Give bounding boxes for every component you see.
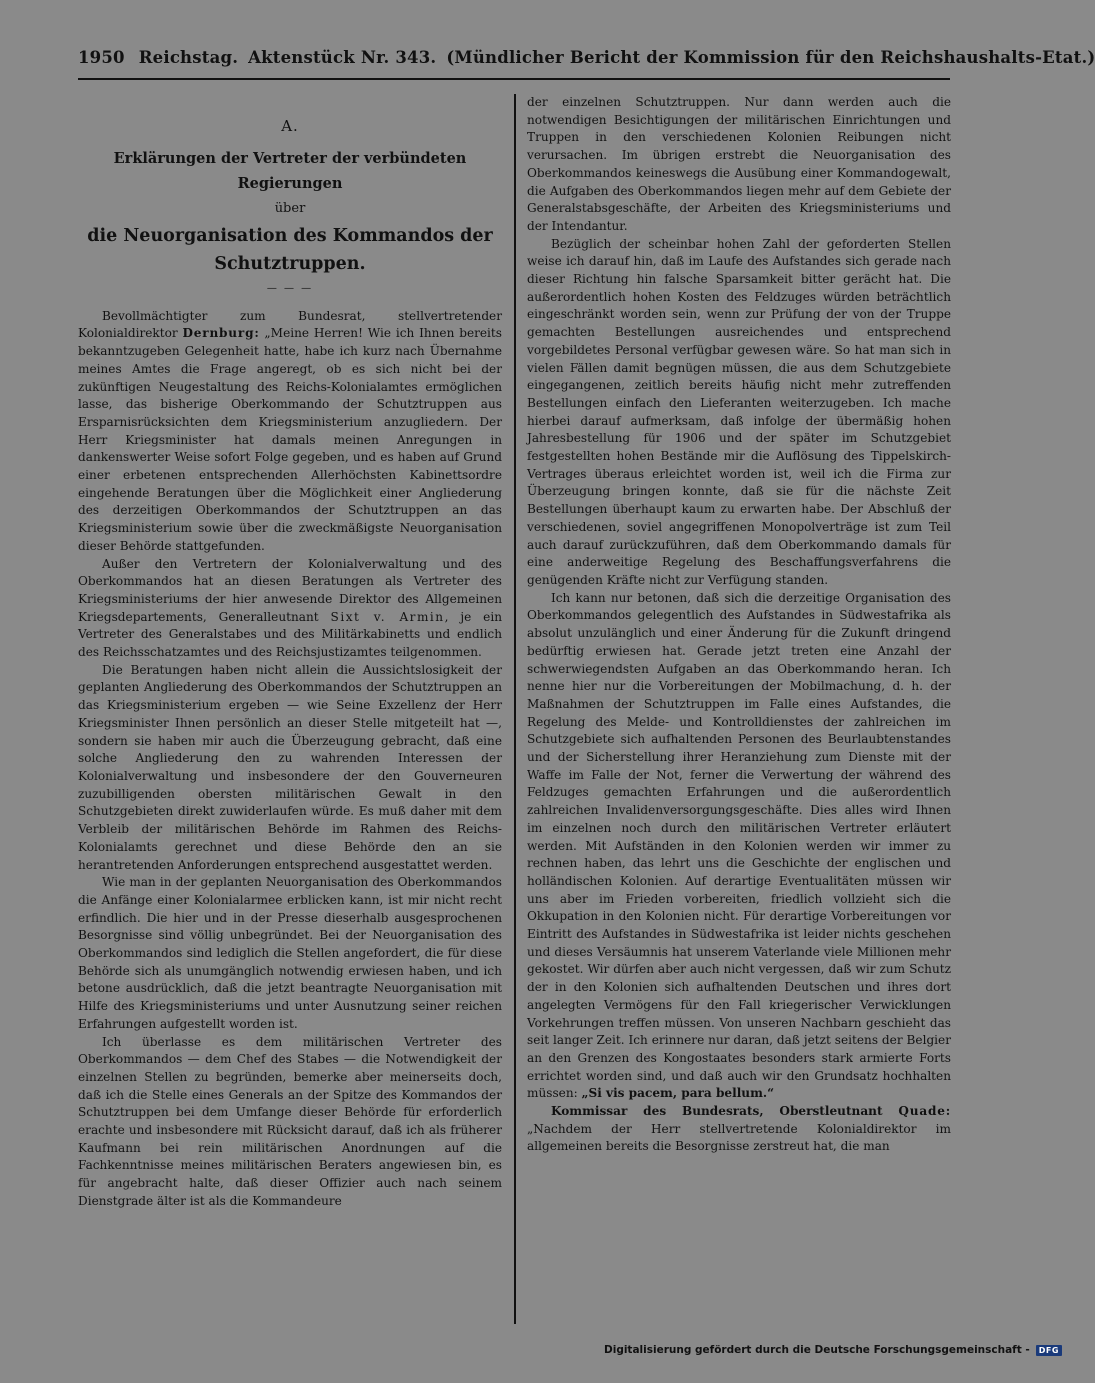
footer-text: Digitalisierung gefördert durch die Deutsche Forschungsgemeinschaft - (604, 1344, 1030, 1356)
page-number: 1950 (78, 48, 125, 67)
speaker-name: Quade: (898, 1104, 951, 1119)
dfg-logo-icon: DFG (1036, 1345, 1062, 1356)
paragraph: der einzelnen Schutztruppen. Nur dann werden auch die notwendigen Besichtigungen der militärischen Einrichtungen und Truppen in den verschiedenen Kolonien Reibungen nicht verursachen. Im übrigen erstrebt die Neuorganisation des Oberkommandos keineswegs die Ausübung einer Kommandogewalt, die Aufgaben des Oberkommandos liegen mehr auf dem Gebiete der Generalstabsgeschäfte, der Arbeiten des Kriegsministeriums und der Intendantur. (527, 95, 951, 233)
speaker-name: Dernburg: (182, 326, 260, 341)
paragraph: Bezüglich der scheinbar hohen Zahl der geforderten Stellen weise ich darauf hin, daß im Laufe des Aufstandes sich gerade nach dieser Richtung hin falsche Sparsamkeit bitter gerächt hat. Die außerordentlich hohen Kosten des Feldzuges würden beträchtlich eingeschränkt worden sein, wenn zur Prüfung der von der Truppe gemachten Bestellungen ausreichendes und entsprechend vorgebildetes Personal verfügbar gewesen wäre. So hat man sich in vielen Fällen damit begnügen müssen, die aus dem Schutzgebiete eingegangenen, zeitlich bereits häufig nicht mehr zutreffenden Bestellungen einfach den Lieferanten weiterzugeben. Ich mache hierbei darauf aufmerksam, daß infolge der übermäßig hohen Jahresbestellung für 1906 und der später im Schutzgebiet festgestellten hohen Bestände mir die Auflösung des Tippelskirch-Vertrages überaus erleichtet worden ist, weil ich die Firma zur Überzeugung bringen konnte, daß sie für die nächste Zeit Bestellungen überhaupt kaum zu erwarten habe. Der Abschluß der verschiedenen, soviel angegriffenen Monopolverträge ist zum Teil auch darauf zurückzuführen, daß dem Oberkommando damals für eine anderweitige Regelung des Beschaffungsverfahrens die genügenden Kräfte nicht zur Verfügung standen. (527, 236, 951, 587)
left-column (78, 94, 502, 1211)
paragraph (527, 590, 951, 1103)
paragraph (78, 308, 502, 556)
header-document: Aktenstück Nr. 343. (248, 48, 437, 67)
header-subtitle: (Mündlicher Bericht der Kommission für den Reichshaushalts-Etat.) (446, 48, 1095, 67)
paragraph (527, 1103, 951, 1156)
paragraph (78, 556, 502, 662)
speaker-intro: Kommissar des Bundesrats, Oberstleutnant (551, 1104, 899, 1119)
speaker-intro: Bevollmächtigter zum Bundesrat, stellvertretender Kolonialdirektor (78, 308, 502, 341)
person-name: Sixt v. Armin (330, 609, 445, 624)
paragraph-text: , je ein Vertreter des Generalstabes und des Militärkabinetts und endlich des Reichsschatzamtes und des Reichsjustizamtes teilgenommen. (78, 609, 502, 660)
section-label: A. (281, 117, 299, 135)
paragraph-text: „Nachdem der Herr stellvertretende Kolonialdirektor im allgemeinen bereits die Besorgnisse zerstreut hat, die man (527, 1121, 951, 1154)
section-title-ueber: über (274, 200, 306, 216)
paragraph: Ich überlasse es dem militärischen Vertreter des Oberkommandos — dem Chef des Stabes — die Notwendigkeit der einzelnen Stellen zu begründen, bemerke aber meinerseits doch, daß ich die Stelle eines Generals an der Spitze des Kommandos der Schutztruppen bei dem Umfange dieser Behörde für erforderlich erachte und insbesondere mit Rücksicht darauf, daß ich als früherer Kaufmann bei rein militärischen Anordnungen auf die Fachkenntnisse meines militärischen Beraters angewiesen bin, es für angebracht halte, daß dieser Offizier auch nach seinem Dienstgrade älter ist als die Kommandeure (78, 1034, 502, 1208)
footer-credit (604, 1342, 1062, 1358)
section-title-line4: Schutztruppen. (214, 253, 366, 274)
section-title-line3: die Neuorganisation des Kommandos der (87, 225, 493, 246)
paragraph-text: „Meine Herren! Wie ich Ihnen bereits bekanntzugeben Gelegenheit hatte, habe ich kurz nach Übernahme meines Amtes die Frage angeregt, ob es sich nicht bei der zukünftigen Neugestaltung des Reichs-Kolonialamtes ermöglichen lasse, das bisherige Oberkommando der Schutztruppen aus Ersparnisrücksichten dem Kriegsministerium anzugliedern. Der Herr Kriegsminister hat damals meinen Anregungen in dankenswerter Weise sofort Folge gegeben, und es haben auf Grund einer erbetenen entsprechenden Allerhöchsten Kabinettsordre eingehende Beratungen über die Möglichkeit einer Angliederung des derzeitigen Oberkommandos der Schutztruppen an das Kriegsministerium sowie über die zweckmäßigste Neuorganisation dieser Behörde stattgefunden. (78, 326, 502, 553)
column-divider (514, 94, 516, 1324)
right-column (527, 94, 951, 1156)
header-source: Reichstag. (138, 48, 239, 67)
page-header (78, 48, 1095, 78)
header-rule (78, 78, 950, 80)
section-title-line2: Regierungen (237, 174, 343, 192)
title-separator: — — — (266, 282, 314, 294)
paragraph-text: Ich kann nur betonen, daß sich die derzeitige Organisation des Oberkommandos gelegentlich des Aufstandes in Südwestafrika als absolut unzulänglich und einer Änderung für die Zukunft dringend bedürftig erwiesen hat. Gerade jetzt treten eine Anzahl der schwerwiegendsten Aufgaben an das Oberkommando heran. Ich nenne hier nur die Vorbereitungen der Mobilmachung, d. h. der Maßnahmen der Schutztruppen im Falle eines Aufstandes, die Regelung des Melde- und Kontrolldienstes der zahlreichen im Schutzgebiete sich aufhaltenden Personen des Beurlaubtenstandes und der Sicherstellung ihrer Heranziehung zum Dienste mit der Waffe im Falle der Not, ferner die Verwertung der während des Feldzuges gemachten Erfahrungen und die außerordentlich zahlreichen Invalidenversorgungsgeschäfte. Dies alles wird Ihnen im einzelnen noch durch den militärischen Vertreter erläutert werden. Mit Aufständen in den Kolonien werden wir immer zu rechnen haben, das lehrt uns die Geschichte der englischen und holländischen Kolonien. Auf derartige Eventualitäten müssen wir uns aber im Frieden vorbereiten, friedlich vollzieht sich die Okkupation in den Kolonien nicht. Für derartige Vorbereitungen vor Eintritt des Aufstandes in Südwestafrika ist leider nichts geschehen und dieses Versäumnis hat unserem Vaterlande viele Millionen mehr gekostet. Wir dürfen aber auch nicht vergessen, daß wir zum Schutz der in den Kolonien sich aufhaltenden Deutschen und ihres dort angelegten Vermögens für den Fall kriegerischer Verwicklungen Vorkehrungen treffen müssen. Von unseren Nachbarn geschieht das seit langer Zeit. Ich erinnere nur daran, daß jetzt seitens der Belgier an den Grenzen des Kongostaates besonders stark armierte Forts errichtet worden sind, und daß auch wir den Grundsatz hochhalten müssen: (527, 590, 951, 1101)
paragraph-text: Außer den Vertretern der Kolonialverwaltung und des Oberkommandos hat an diesen Beratungen als Vertreter des Kriegsministeriums der hier anwesende Direktor des Allgemeinen Kriegsdepartements, Generalleutnant (78, 556, 502, 624)
section-title-line1: Erklärungen der Vertreter der verbündeten (113, 149, 467, 167)
paragraph: Wie man in der geplanten Neuorganisation des Oberkommandos die Anfänge einer Kolonialarmee erblicken kann, ist mir nicht recht erfindlich. Die hier und in der Presse dieserhalb ausgesprochenen Besorgnisse sind völlig unbegründet. Bei der Neuorganisation des Oberkommandos sind lediglich die Stellen angefordert, die für diese Behörde sich als unumgänglich notwendig erwiesen haben, und ich betone ausdrücklich, daß die jetzt beantragte Neuorganisation mit Hilfe des Kriegsministeriums und unter Ausnutzung seiner reichen Erfahrungen aufgestellt worden ist. (78, 875, 502, 1031)
latin-quote: „Si vis pacem, para bellum.“ (581, 1086, 775, 1101)
paragraph: Die Beratungen haben nicht allein die Aussichtslosigkeit der geplanten Angliederung des Oberkommandos der Schutztruppen an das Kriegsministerium ergeben — wie Seine Exzellenz der Herr Kriegsminister Ihnen persönlich an dieser Stelle mitgeteilt hat —, sondern sie haben mir auch die Überzeugung gebracht, daß eine solche Angliederung den zu wahrenden Interessen der Kolonialverwaltung und insbesondere der den Gouverneuren zuzubilligenden obersten militärischen Gewalt in den Schutzgebieten direkt zuwiderlaufen würde. Es muß daher mit dem Verbleib der militärischen Behörde im Rahmen des Reichs-Kolonialamts gerechnet und diese Behörde den an sie herantretenden Anforderungen entsprechend ausgestattet werden. (78, 662, 502, 872)
